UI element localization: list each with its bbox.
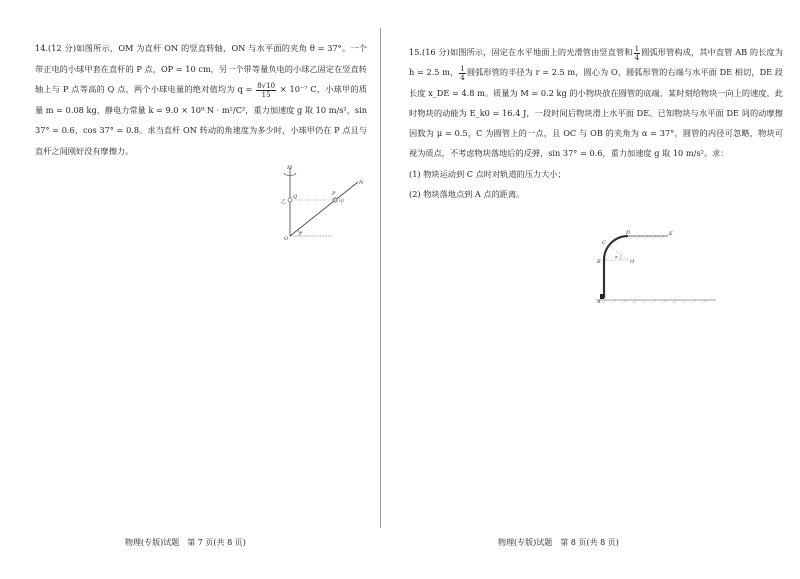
label-theta: θ — [300, 230, 303, 235]
problem-15-text-c: 圆弧形管的半径为 r = 2.5 m，圆心为 O，圆弧形管的右端与水平面 DE 相切，DE 段长度 x_DE = 4.8 m。质量为 M = 0.2 kg 的小物块放在圆管的底端，某时刻给物块一向上的速度，此时物块的动能为 E_k0 = 16.4 J，一段时间后物块滑上水平面 DE。已知物块与水平面 DE 间的动摩擦因数为 μ = 0.5，C 为圆管上的一点，且 OC 与 OB 的夹角为 α = 37°，圆管的内径可忽略，物块可视为质点，不考虑物块落地后的反弹，sin 37° = 0.6，重力加速度 g 取 10 m/s²。求： — [409, 67, 783, 159]
label-q: Q — [293, 194, 298, 200]
problem-15-text-b: 圆弧形管构成，其中直管 AB 的长度为 h = 2.5 m， — [409, 47, 783, 78]
question-2: (2) 物块落地点到 A 点的距离。 — [409, 189, 525, 200]
problem-15-number: 15. — [409, 47, 423, 57]
page-7 — [0, 0, 380, 579]
page-8 — [381, 0, 800, 579]
ball-jia — [333, 198, 337, 202]
figure-14-rod-diagram — [278, 162, 378, 242]
problem-14-points: (12 分) — [48, 43, 77, 53]
label-m: M — [287, 165, 293, 171]
label-jia: 甲 — [339, 199, 345, 205]
angle-arc-alpha — [620, 255, 622, 260]
surface-hatch — [629, 236, 664, 239]
problem-14-number: 14. — [35, 43, 49, 53]
label-a: A — [597, 299, 601, 305]
charge-fraction: $\frac{8√10}{15}$ — [257, 81, 276, 99]
label-e: E — [669, 231, 673, 237]
label-yi: 乙 — [281, 199, 287, 205]
label-d: D — [626, 230, 631, 236]
problem-14 — [35, 38, 367, 161]
label-b: B — [597, 259, 601, 265]
radius-oc — [609, 246, 628, 260]
quarter-fraction-2: $\frac{1}{4}$ — [460, 64, 465, 82]
page-7-footer: 物理(专版)试题 第 7 页(共 8 页) — [125, 538, 246, 547]
problem-15-points: (16 分) — [422, 47, 450, 57]
ball-yi — [288, 198, 292, 202]
ground-hatch — [603, 300, 706, 303]
label-c: C — [602, 240, 606, 246]
problem-14-text-b: × 10⁻⁷ C，小球甲的质量 m = 0.08 kg，静电力常量 k = 9.0 × 10⁹ N · m²/C²，重力加速度 g 取 10 m/s²，sin 37° = 0.6，cos 37° = 0.8。求当直杆 ON 转动的角速度为多少时，小球甲仍在 P 点且与直杆之间刚好没有摩擦力。 — [35, 84, 367, 156]
problem-15 — [409, 42, 783, 204]
label-alpha: α — [615, 254, 618, 259]
label-n: N — [359, 180, 364, 186]
figure-15-tube-diagram — [596, 228, 716, 308]
quarter-fraction: $\frac{1}{4}$ — [634, 44, 640, 62]
label-p: P — [332, 191, 336, 197]
problem-15-text-a: 如图所示，固定在水平地面上的光滑管由竖直管和 — [449, 47, 633, 57]
question-1: (1) 物块运动到 C 点时对轨道的压力大小； — [409, 168, 566, 179]
problem-14-text-a: 如图所示，OM 为直杆 ON 的竖直转轴，ON 与水平面的夹角 θ = 37°。一个带正电的小球甲套在直杆的 P 点，OP = 10 cm，另一个带等量负电的小球乙固定在竖直转轴上与 P 点等高的 Q 点，两个小球电量的绝对值均为 q = — [35, 43, 367, 94]
page-8-footer: 物理(专版)试题 第 8 页(共 8 页) — [498, 538, 619, 547]
label-o: O — [284, 236, 289, 242]
label-o: O — [630, 259, 635, 265]
rod-on — [290, 182, 358, 236]
